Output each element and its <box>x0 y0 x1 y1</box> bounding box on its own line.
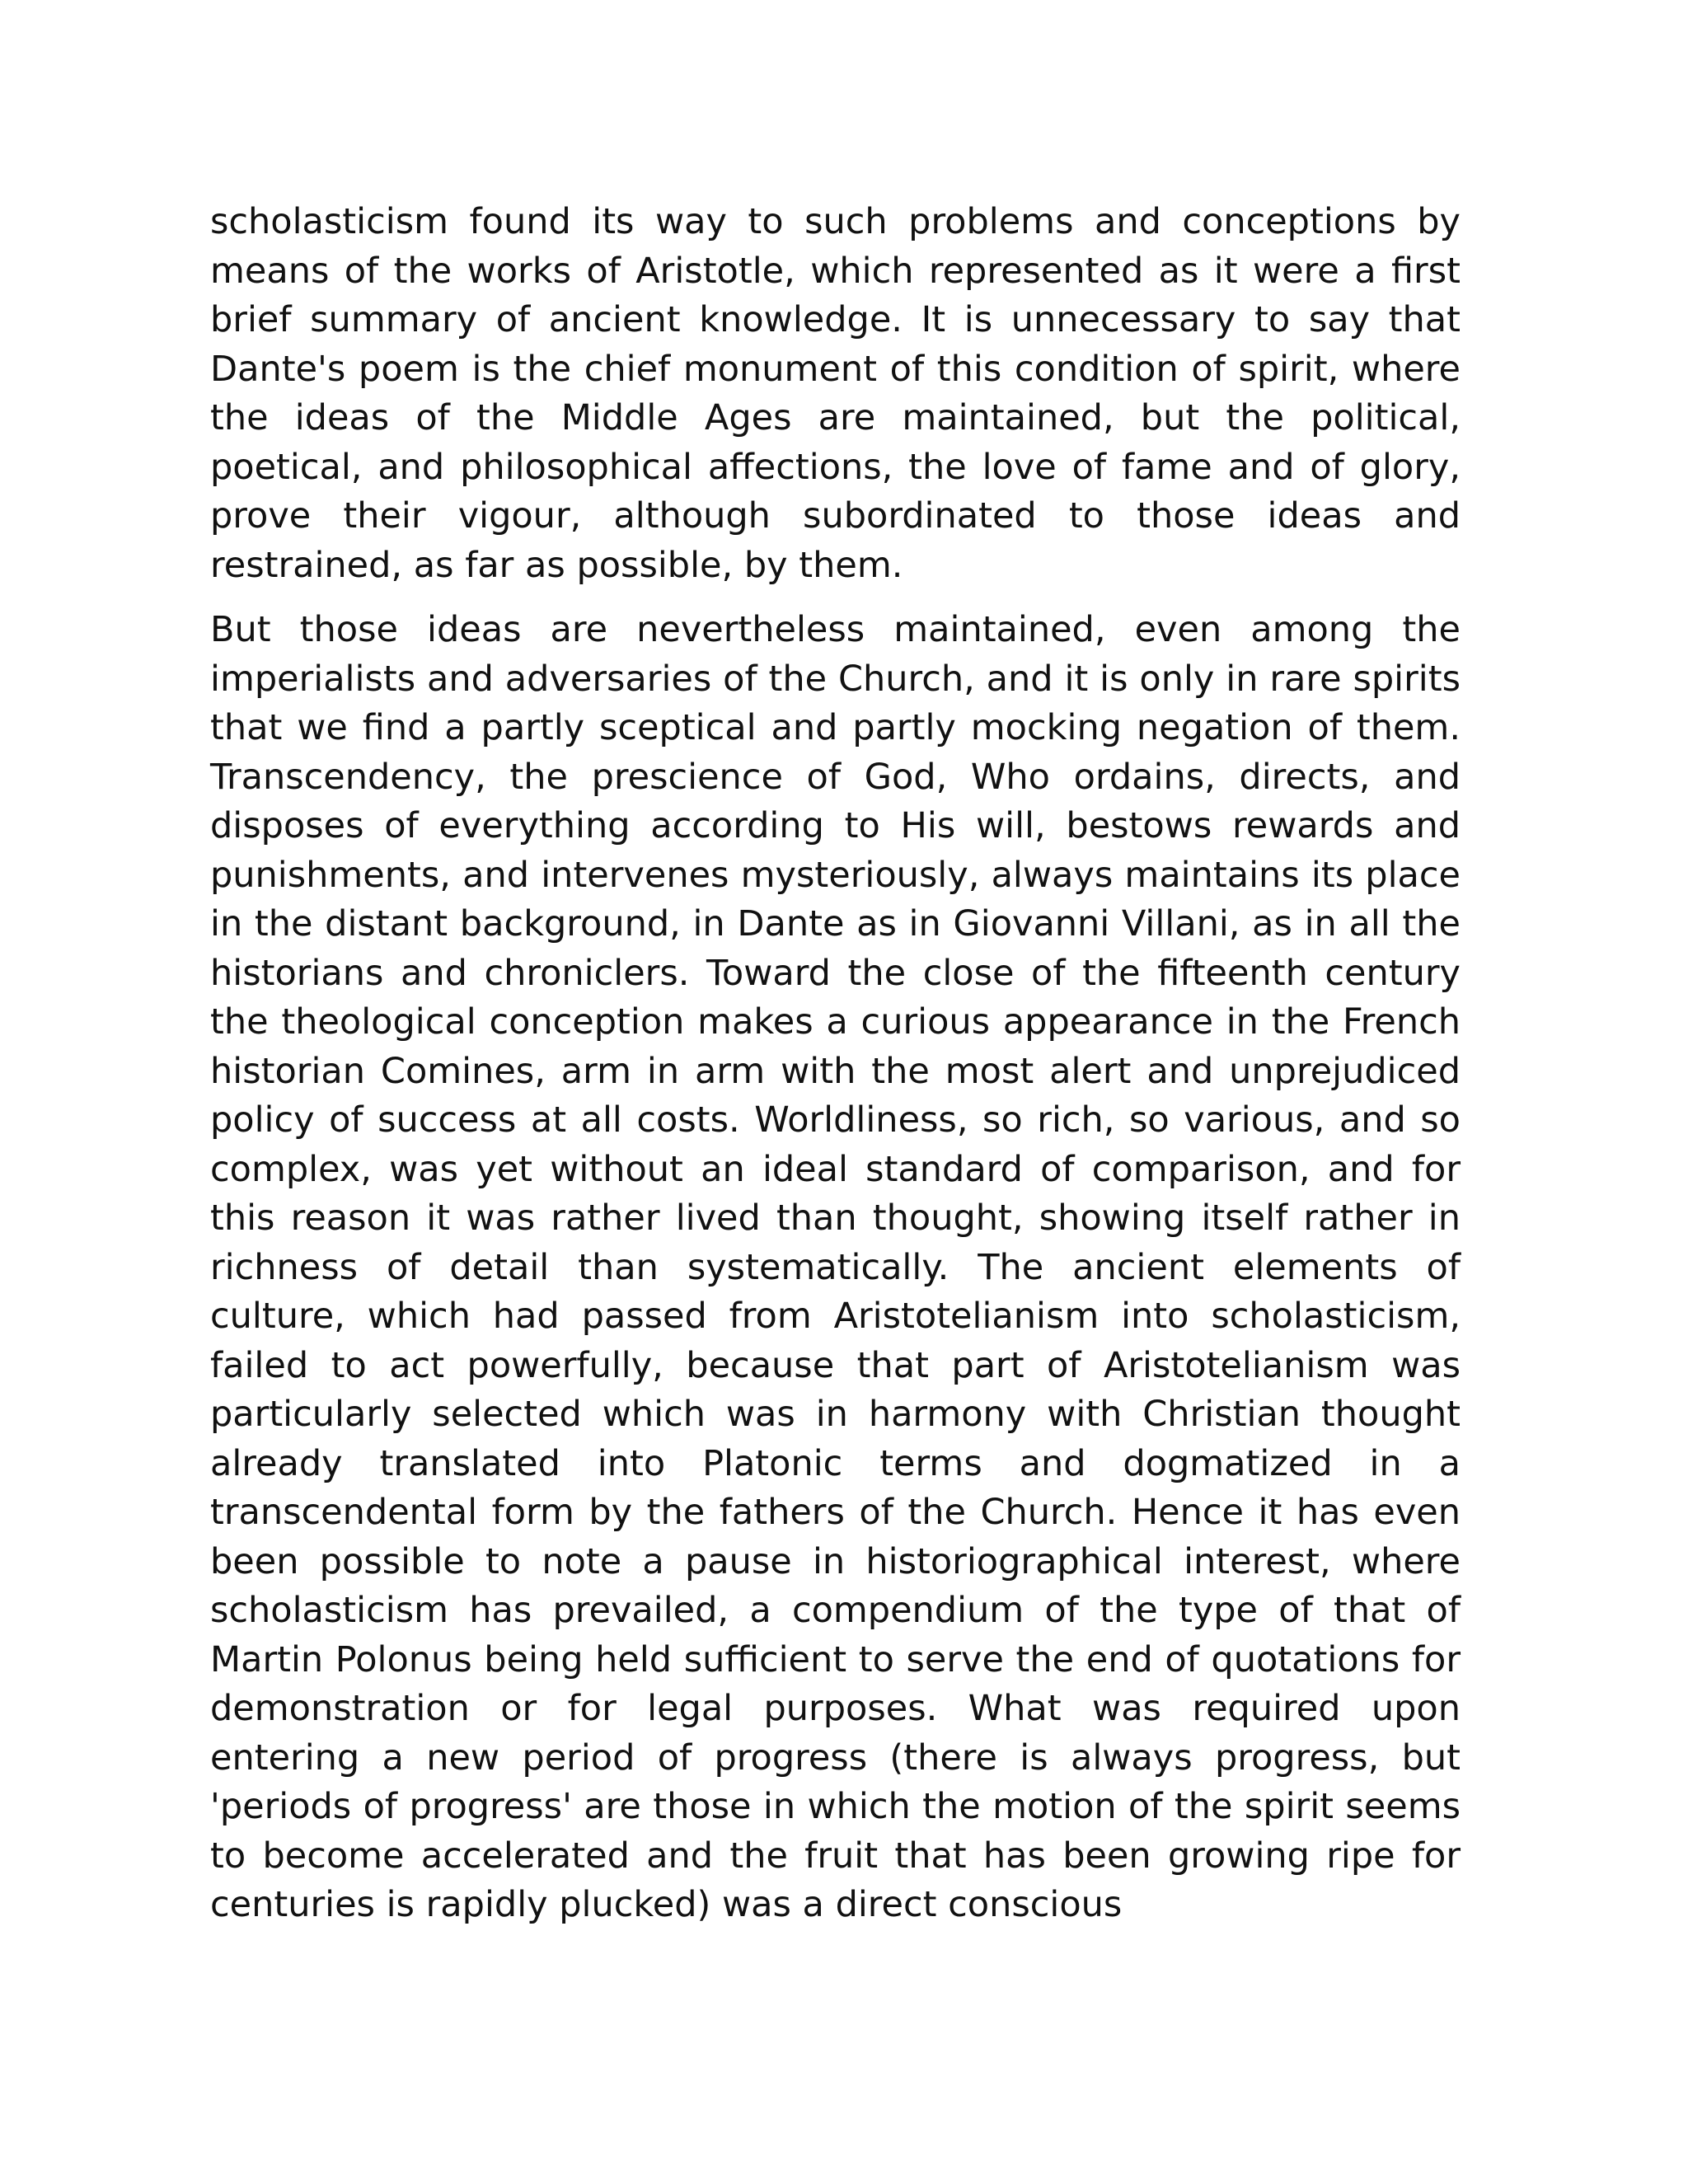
paragraph-2: But those ideas are nevertheless maintained, even among the imperialists and adversaries of the Church, and it is only in rare spirits that we find a partly sceptical and partly mocking negation of them. Transcendency, the prescience of God, Who ordains, directs, and disposes of everything according to His will, bestows rewards and punishments, and intervenes mysteriously, always maintains its place in the distant background, in Dante as in Giovanni Villani, as in all the historians and chroniclers. Toward the close of the fifteenth century the theological conception makes a curious appearance in the French historian Comines, arm in arm with the most alert and unprejudiced policy of success at all costs. Worldliness, so rich, so various, and so complex, was yet without an ideal standard of comparison, and for this reason it was rather lived than thought, showing itself rather in richness of detail than systematically. The ancient elements of culture, which had passed from Aristotelianism into scholasticism, failed to act powerfully, because that part of Aristotelianism was particularly selected which was in harmony with Christian thought already translated into Platonic terms and dogmatized in a transcendental form by the fathers of the Church. Hence it has even been possible to note a pause in historiographical interest, where scholasticism has prevailed, a compendium of the type of that of Martin Polonus being held sufficient to serve the end of quotations for demonstration or for legal purposes. What was required upon entering a new period of progress (there is always progress, but 'periods of progress' are those in which the motion of the spirit seems to become accelerated and the fruit that has been growing ripe for centuries is rapidly plucked) was a direct conscious <box>210 609 1461 1925</box>
body-text <box>210 198 1461 1930</box>
paragraph-1: scholasticism found its way to such problems and conceptions by means of the works of Aristotle, which represented as it were a first brief summary of ancient knowledge. It is unnecessary to say that Dante's poem is the chief monument of this condition of spirit, where the ideas of the Middle Ages are maintained, but the political, poetical, and philosophical affections, the love of fame and of glory, prove their vigour, although subordinated to those ideas and restrained, as far as possible, by them. <box>210 201 1461 586</box>
